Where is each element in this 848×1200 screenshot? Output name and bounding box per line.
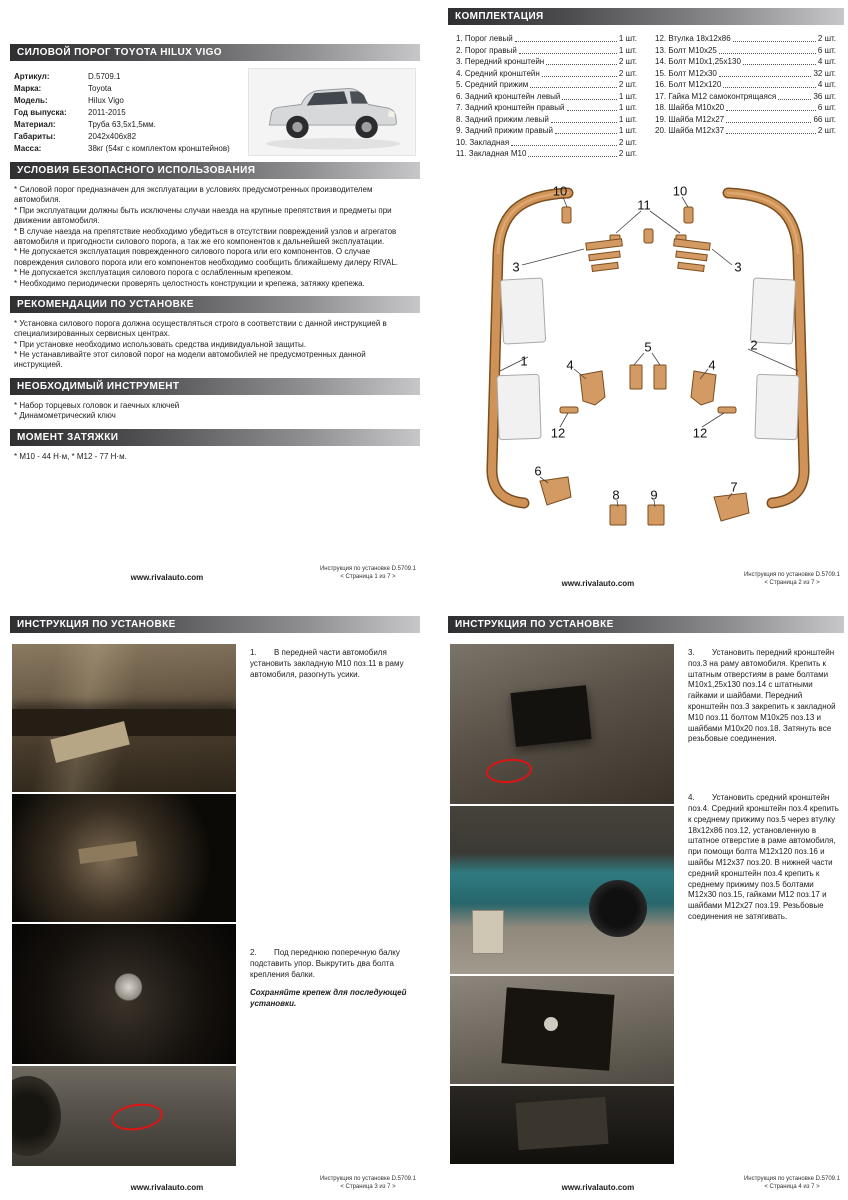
- vehicle-photo: [248, 68, 416, 156]
- dot-leader: [778, 99, 811, 100]
- tool-item: * Динамометрический ключ: [14, 411, 116, 421]
- footer-doc-info: [744, 1176, 840, 1192]
- part-item: [456, 103, 637, 113]
- diagram-callout: 2: [750, 337, 758, 353]
- dot-leader: [719, 53, 816, 54]
- footer-doc-title: Инструкция по установке D.5709.1: [319, 566, 416, 573]
- torque-title: МОМЕНТ ЗАТЯЖКИ: [17, 431, 119, 443]
- part-item: [456, 92, 637, 102]
- part-qty: 1 шт.: [618, 126, 637, 135]
- part-name: 5. Средний прижим: [456, 80, 529, 89]
- part-name: 18. Шайба М10х20: [655, 103, 725, 112]
- dot-leader: [528, 156, 617, 157]
- torque-section-bar: [10, 429, 420, 446]
- safety-item: * Не допускается эксплуатация силового порога с ослабленным крепежом.: [14, 268, 293, 278]
- footer-doc-title: Инструкция по установке D.5709.1: [319, 1176, 416, 1183]
- spec-row: [14, 131, 240, 143]
- part-item: [655, 46, 836, 56]
- part-item: [456, 34, 637, 44]
- footer-page-indicator: < Страница 3 из 7 >: [340, 1184, 396, 1191]
- parts-list: [448, 30, 844, 167]
- photo-underbody-front: [12, 644, 236, 792]
- part-item: [655, 57, 836, 67]
- dot-leader: [530, 87, 617, 88]
- part-qty: 1 шт.: [618, 45, 637, 55]
- page3-content: [10, 638, 420, 1166]
- spec-row: [14, 83, 240, 95]
- safety-list: [10, 184, 420, 289]
- part-qty: 32 шт.: [813, 68, 836, 78]
- spec-label: Артикул:: [14, 72, 50, 81]
- page1-footer: [10, 566, 420, 582]
- step-text: Под переднюю поперечную балку подставить упор. Выкрутить два болта крепления балки.: [250, 948, 400, 979]
- part-item: [655, 69, 836, 79]
- dot-leader: [511, 145, 617, 146]
- dot-leader: [726, 110, 816, 111]
- diagram-callout: 12: [692, 425, 708, 441]
- part-qty: 6 шт.: [817, 45, 836, 55]
- part-item: [655, 80, 836, 90]
- part-name: 6. Задний кронштейн левый: [456, 91, 561, 101]
- dot-leader: [515, 41, 617, 42]
- part-name: 19. Шайба М12х27: [655, 114, 725, 124]
- bolt-hole-shape: [544, 1017, 558, 1031]
- safety-section-bar: [10, 162, 420, 179]
- step-3: [688, 648, 842, 745]
- part-name: 2. Порог правый: [456, 45, 517, 55]
- step-number: 1.: [250, 648, 257, 657]
- part-name: 17. Гайка М12 самоконтрящаяся: [655, 91, 777, 101]
- diagram-callout: 3: [734, 259, 742, 275]
- wheel-shape: [12, 1076, 61, 1156]
- part-qty: 2 шт.: [618, 80, 637, 89]
- spec-value: Hilux Vigo: [88, 96, 124, 105]
- page-2: [448, 8, 844, 590]
- photo-crossmember-mount: [12, 924, 236, 1064]
- annotation-circle: [109, 1101, 164, 1134]
- recommendation-item: * Не устанавливайте этот силовой порог на модели автомобилей не предусмотренных данной инструкцией.: [14, 350, 366, 370]
- diagram-callout: 9: [650, 487, 658, 503]
- spec-label: Марка:: [14, 84, 42, 93]
- part-item: [655, 115, 836, 125]
- footer-page-indicator: < Страница 2 из 7 >: [764, 580, 820, 587]
- part-name: 7. Задний кронштейн правый: [456, 103, 565, 112]
- exploded-view-diagram: [448, 169, 848, 537]
- part-qty: 2 шт.: [817, 34, 836, 43]
- diagram-callout: 4: [708, 357, 716, 373]
- part-name: 13. Болт М10х25: [655, 45, 717, 55]
- step-number: 2.: [250, 948, 257, 958]
- diagram-callout: 10: [552, 183, 568, 199]
- page4-content: [448, 638, 844, 1164]
- part-name: 3. Передний кронштейн: [456, 57, 545, 66]
- step-2: [250, 948, 418, 980]
- spec-table: [14, 68, 240, 156]
- safety-item: * В случае наезда на препятствие необходимо убедиться в отсутствии повреждений узлов и агрегатов автомобиля и пригодности силового порога, а так же его компонентов к дальнейшей эксплуатации.: [14, 226, 397, 246]
- photo-hand-with-insert: [12, 794, 236, 922]
- diagram-callout: 11: [637, 197, 651, 213]
- diagram-callout: 7: [730, 479, 738, 495]
- spec-value: Toyota: [88, 84, 112, 93]
- website-text: www.rivalauto.com: [130, 1183, 204, 1192]
- part-name: 1. Порог левый: [456, 34, 513, 43]
- recommendations-list: [10, 318, 420, 371]
- part-item: [456, 69, 637, 79]
- page-4: [448, 616, 844, 1194]
- part-name: 11. Закладная М10: [456, 149, 527, 158]
- step-number: 4.: [688, 793, 695, 803]
- safety-section-title: УСЛОВИЯ БЕЗОПАСНОГО ИСПОЛЬЗОВАНИЯ: [17, 165, 256, 176]
- spec-label: Год выпуска:: [14, 108, 67, 117]
- tool-item: * Набор торцевых головок и гаечных ключей: [14, 400, 180, 410]
- part-qty: 2 шт.: [618, 149, 637, 158]
- parts-column-right: [655, 34, 836, 159]
- step-column: [250, 644, 418, 1166]
- part-item: [456, 149, 637, 159]
- part-item: [456, 80, 637, 90]
- part-qty: 4 шт.: [817, 80, 836, 89]
- spec-row: [14, 95, 240, 107]
- dot-leader: [719, 76, 812, 77]
- spec-value: 2042х406х82: [88, 132, 137, 141]
- part-qty: 1 шт.: [618, 103, 637, 112]
- diagram-callout: 10: [672, 183, 688, 199]
- page4-title: ИНСТРУКЦИЯ ПО УСТАНОВКЕ: [455, 619, 614, 630]
- part-name: 9. Задний прижим правый: [456, 126, 553, 135]
- diagram-callout: 6: [534, 463, 542, 479]
- part-name: 10. Закладная: [456, 137, 510, 147]
- dot-leader: [726, 133, 816, 134]
- photo-front-bracket-installed: [450, 644, 674, 804]
- diagram-callout: 5: [644, 339, 652, 355]
- spec-value: 38кг (54кг с комплектом кронштейнов): [88, 144, 230, 153]
- recommendation-item: * Установка силового порога должна осуществляться строго в соответствии с данной инструкцией в специализированных сервисных центрах.: [14, 318, 387, 339]
- part-item: [655, 103, 836, 113]
- spec-label: Габариты:: [14, 132, 56, 141]
- dot-leader: [546, 64, 617, 65]
- spec-row: [14, 71, 240, 83]
- part-name: 14. Болт М10х1,25х130: [655, 57, 741, 66]
- footer-doc-info: [320, 566, 416, 582]
- part-name: 15. Болт М12х30: [655, 68, 717, 78]
- part-item: [456, 138, 637, 148]
- spec-value: Труба 63,5х1,5мм.: [88, 120, 156, 129]
- safety-item: * При эксплуатации должны быть исключены случаи наезда на крупные препятствия и предметы при движении автомобиля.: [14, 205, 392, 226]
- safety-item: * Силовой порог предназначен для эксплуатации в условиях предусмотренных производителем автомобиля.: [14, 185, 373, 205]
- spec-value: 2011-2015: [88, 108, 126, 117]
- part-qty: 36 шт.: [813, 91, 836, 101]
- part-qty: 2 шт.: [618, 137, 637, 147]
- dot-leader: [562, 99, 617, 100]
- safety-item: * Необходимо периодически проверять целостность конструкции и крепежа, затяжку крепежа.: [14, 278, 365, 288]
- dot-leader: [733, 41, 816, 42]
- page-1: [10, 44, 420, 584]
- part-name: 16. Болт М12х120: [655, 80, 722, 89]
- step-2-note: Сохраняйте крепеж для последующей установки.: [250, 987, 407, 1008]
- safety-item: * Не допускается эксплуатация поврежденного силового порога или его компонентов. О случае повреждения силового порога или его компонентов необходимо сообщить ближайшему дилеру RIVAL.: [14, 247, 399, 267]
- page4-footer: [448, 1176, 844, 1192]
- dot-leader: [726, 122, 811, 123]
- page2-title: КОМПЛЕКТАЦИЯ: [455, 11, 544, 22]
- torque-values: * М10 - 44 Н·м, * М12 - 77 Н·м.: [14, 451, 127, 461]
- website-text: www.rivalauto.com: [561, 579, 635, 588]
- recommendations-section-bar: [10, 296, 420, 313]
- page4-title-bar: [448, 616, 844, 633]
- dot-leader: [542, 76, 617, 77]
- part-item: [655, 92, 836, 102]
- step-text: Установить передний кронштейн поз.3 на раму автомобиля. Крепить к штатным отверстиям в раме болтами М10х1,25х130 поз.14 с штатными гайками и шайбами. Передний кронштейн поз.3 закрепить к закладной М10 поз.11 болтом М10х25 поз.13 и шайбами М10х20 поз.18. Затянуть все резьбовые соединения.: [688, 648, 836, 744]
- website-text: www.rivalauto.com: [130, 573, 204, 582]
- footer-page-indicator: < Страница 1 из 7 >: [340, 574, 396, 581]
- step-text: В передней части автомобиля установить закладную М10 поз.11 в раму автомобиля, разогнуть усики.: [250, 648, 404, 679]
- part-name: 4. Средний кронштейн: [456, 68, 540, 78]
- page3-title-bar: [10, 616, 420, 633]
- diagram-callout: 3: [512, 259, 520, 275]
- spec-label: Модель:: [14, 96, 48, 105]
- spec-label: Масса:: [14, 144, 42, 153]
- page2-footer: [448, 572, 844, 588]
- part-name: 12. Втулка 18х12х86: [655, 34, 731, 43]
- spec-row: [14, 107, 240, 119]
- page3-title: ИНСТРУКЦИЯ ПО УСТАНОВКЕ: [17, 619, 176, 630]
- spec-value: D.5709.1: [88, 72, 121, 81]
- part-qty: 4 шт.: [817, 57, 836, 66]
- wheel-shape: [589, 880, 647, 937]
- step-number: 3.: [688, 648, 695, 657]
- page-3: [10, 616, 420, 1194]
- dot-leader: [551, 122, 617, 123]
- part-item: [456, 46, 637, 56]
- part-qty: 66 шт.: [813, 114, 836, 124]
- photo-middle-bracket-closeup: [450, 976, 674, 1084]
- part-name: 8. Задний прижим левый: [456, 114, 549, 124]
- diagram-callout: 4: [566, 357, 574, 373]
- tools-title: НЕОБХОДИМЫЙ ИНСТРУМЕНТ: [17, 380, 180, 392]
- step-column: [688, 644, 842, 1164]
- part-qty: 2 шт.: [618, 68, 637, 78]
- website-text: www.rivalauto.com: [561, 1183, 635, 1192]
- part-qty: 1 шт.: [618, 34, 637, 43]
- photo-vehicle-side: [450, 806, 674, 974]
- tools-section-bar: [10, 378, 420, 395]
- stool-shape: [472, 910, 503, 954]
- part-item: [456, 57, 637, 67]
- part-name: 20. Шайба М12х37: [655, 126, 725, 135]
- spec-row: [14, 119, 240, 131]
- dot-leader: [519, 53, 617, 54]
- spec-row: [14, 143, 240, 155]
- diagram-callout: 8: [612, 487, 620, 503]
- footer-doc-info: [744, 572, 840, 588]
- recommendation-item: * При установке необходимо использовать средства индивидуальной защиты.: [14, 339, 306, 349]
- part-qty: 1 шт.: [618, 114, 637, 124]
- dot-leader: [567, 110, 617, 111]
- dot-leader: [723, 87, 816, 88]
- insert-plate-shape: [78, 841, 138, 864]
- step-4: [688, 793, 842, 923]
- recommendations-title: РЕКОМЕНДАЦИИ ПО УСТАНОВКЕ: [17, 298, 194, 310]
- annotation-circle: [485, 757, 533, 786]
- tools-list: [10, 400, 420, 422]
- part-item: [456, 115, 637, 125]
- diagram-callout: 12: [550, 425, 566, 441]
- part-qty: 2 шт.: [618, 57, 637, 66]
- page3-footer: [10, 1176, 420, 1192]
- footer-doc-info: [320, 1176, 416, 1192]
- page2-title-bar: [448, 8, 844, 25]
- part-item: [655, 126, 836, 136]
- photo-column: [450, 644, 674, 1164]
- part-item: [655, 34, 836, 44]
- page1-title: СИЛОВОЙ ПОРОГ TOYOTA HILUX VIGO: [17, 47, 222, 58]
- spec-label: Материал:: [14, 120, 56, 129]
- bracket-shape: [516, 1097, 609, 1150]
- dot-leader: [743, 64, 816, 65]
- part-qty: 1 шт.: [618, 91, 637, 101]
- part-item: [456, 126, 637, 136]
- truck-illustration: [249, 69, 415, 155]
- diagram-callout: 1: [520, 353, 528, 369]
- part-qty: 2 шт.: [817, 126, 836, 135]
- part-qty: 6 шт.: [817, 103, 836, 112]
- photo-bracket-dark: [450, 1086, 674, 1164]
- bracket-shape: [510, 685, 591, 747]
- spec-block: [10, 66, 420, 162]
- photo-front-crossmember: [12, 1066, 236, 1166]
- page1-title-bar: [10, 44, 420, 61]
- dot-leader: [555, 133, 617, 134]
- step-text: Установить средний кронштейн поз.4. Средний кронштейн поз.4 крепить к среднему прижиму поз.5 через втулку 18х12х86 поз.12, установленную в штатное отверстие в раме автомобиля, при помощи болта М12х120 поз.16 и шайбы М12х37 поз.20. В нижней части средний кронштейн поз.4 крепить к среднему прижиму поз.5 болтами М12х30 поз.15, гайками М12 поз.17 и шайбами М12х27 поз.19. Резьбовые соединения не затягивать.: [688, 793, 839, 921]
- footer-page-indicator: < Страница 4 из 7 >: [764, 1184, 820, 1191]
- footer-doc-title: Инструкция по установке D.5709.1: [743, 572, 840, 579]
- step-1: [250, 648, 418, 680]
- footer-doc-title: Инструкция по установке D.5709.1: [743, 1176, 840, 1183]
- bracket-shape: [501, 987, 614, 1070]
- parts-column-left: [456, 34, 637, 159]
- photo-column: [12, 644, 236, 1166]
